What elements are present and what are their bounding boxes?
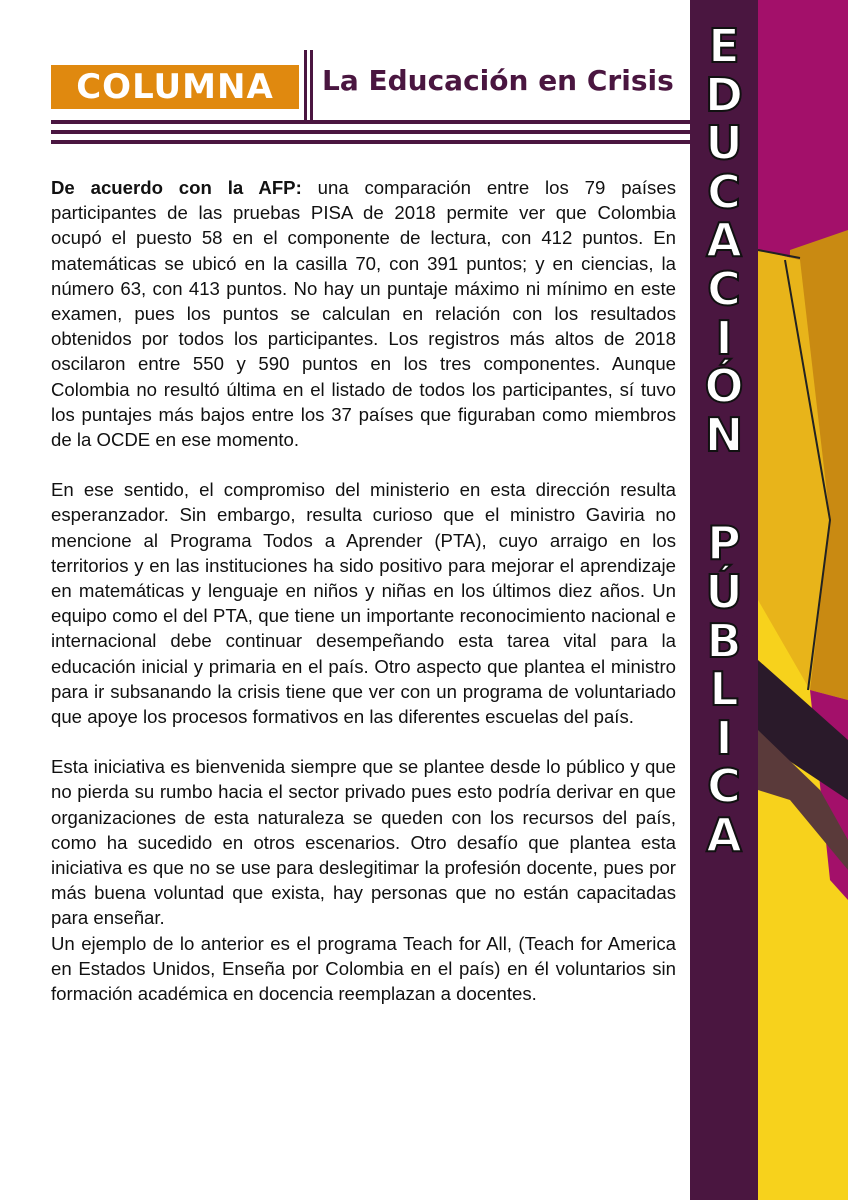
paragraph-1-lead: De acuerdo con la AFP: [51,177,302,198]
educacion-letter-7: I [715,310,733,365]
educacion-letter-6: C [707,261,741,316]
educacion-letter-2: D [704,67,744,122]
publica-letter-6: C [707,759,741,814]
publica-letter-7: A [706,807,742,862]
paragraph-1-text: una comparación entre los 79 países participantes de las pruebas PISA de 2018 permite ver que Colombia ocupó el puesto 58 en el componente de lectura, con 412 puntos. En matemáticas se ubicó en la casilla 70, con 391 puntos; y en ciencias, la número 63, con 413 puntos. No hay un puntaje máximo ni mínimo en este examen, pues los puntos se calculan en relación con los resultados obtenidos por todos los participantes. Los registros más altos de 2018 oscilaron entre 550 y 590 puntos en los tres componentes. Aunque Colombia no resultó última en el listado de todos los participantes, sí tuvo los puntajes más bajos entre los 37 países que figuraban como miembros de la OCDE en ese momento. [51,177,676,451]
paragraph-4: Un ejemplo de lo anterior es el programa Teach for All, (Teach for America en Estados Unidos, Enseña por Colombia en el país) en él voluntarios sin formación académica en docencia reemplazan a docentes. [51,932,676,1005]
section-label-badge: COLUMNA [51,65,299,109]
educacion-letter-1: E [708,19,740,73]
vertical-title [690,19,758,862]
educacion-letter-4: C [707,164,741,219]
header-rule-2 [51,130,691,134]
header-divider [304,50,313,123]
publica-letter-2: Ú [705,564,743,619]
page-title: La Educación en Crisis [322,64,674,97]
educacion-letter-9: N [704,407,744,462]
header-rule-3 [51,140,691,144]
publica-letter-4: L [709,662,739,717]
educacion-letter-5: A [706,213,742,268]
publica-letter-5: I [715,710,733,765]
article-body [51,175,676,1031]
paragraph-1 [51,175,676,452]
educacion-letter-3: U [705,116,743,171]
header-rule-1 [51,120,691,124]
publica-letter-1: P [707,516,741,571]
paragraph-2: En ese sentido, el compromiso del ministerio en esta dirección resulta esperanzador. Sin embargo, resulta curioso que el ministro Gaviria no mencione al Programa Todos a Aprender (PTA), cuyo arraigo en los territorios y en las instituciones ha sido positivo para mejorar el aprendizaje en matemáticas y lenguaje en niños y niñas en los últimos diez años. Un equipo como el del PTA, que tiene un importante reconocimiento nacional e internacional debe continuar desempeñando esta tarea vital para la educación inicial y primaria en el país. Otro aspecto que plantea el ministro para ir subsanando la crisis tiene que ver con un programa de voluntariado que apoye los procesos formativos en las diferentes escuelas del país. [51,479,676,728]
educacion-letter-8: Ó [704,359,744,414]
publica-letter-3: B [706,613,742,668]
paragraph-3: Esta iniciativa es bienvenida siempre que se plantee desde lo público y que no pierda su rumbo hacia el sector privado pues esto podría derivar en que organizaciones de esta naturaleza se queden con los recursos del país, como ha sucedido en otros escenarios. Otro desafío que plantea esta iniciativa es que no se use para deslegitimar la profesión docente, pues por más buena voluntad que exista, hay personas que no están capacitadas para enseñar. [51,756,676,929]
